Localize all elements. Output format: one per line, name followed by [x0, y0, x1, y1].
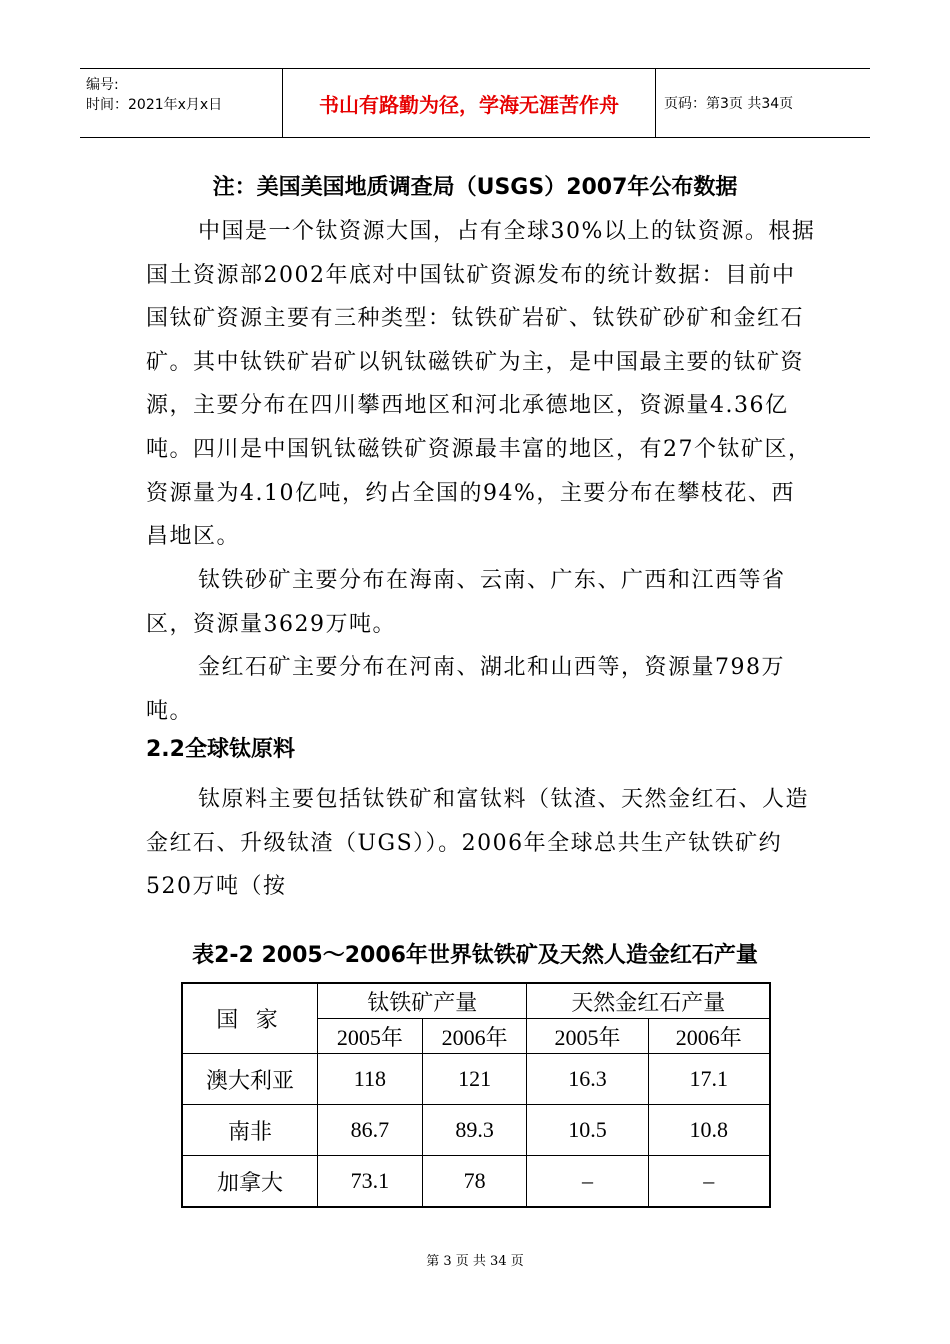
year-header: 2006年 [422, 1019, 527, 1054]
value-cell: 10.5 [527, 1105, 648, 1156]
production-table [181, 982, 771, 1208]
value-cell: 86.7 [318, 1105, 423, 1156]
table-row [182, 1054, 770, 1105]
paragraph-ti-resources: 中国是一个钛资源大国，占有全球30%以上的钛资源。根据国土资源部2002年底对中国钛矿资源发布的统计数据：目前中国钛矿资源主要有三种类型：钛铁矿岩矿、钛铁矿砂矿和金红石矿。其中钛铁矿岩矿以钒钛磁铁矿为主，是中国最主要的钛矿资源，主要分布在四川攀西地区和河北承德地区，资源量4.36亿吨。四川是中国钒钛磁铁矿资源最丰富的地区，有27个钛矿区，资源量为4.10亿吨，约占全国的94%，主要分布在攀枝花、西昌地区。 [146, 219, 816, 550]
value-cell: 10.8 [648, 1105, 770, 1156]
country-header: 国 家 [182, 983, 318, 1054]
header-page-info: 页码：第3页 共34页 [664, 96, 794, 112]
value-cell: – [648, 1156, 770, 1208]
header-motto: 书山有路勤为径，学海无涯苦作舟 [283, 69, 656, 137]
country-cell: 澳大利亚 [182, 1054, 318, 1105]
paragraph-ilmenite-sand: 钛铁砂矿主要分布在海南、云南、广东、广西和江西等省区，资源量3629万吨。 [146, 568, 786, 637]
year-header: 2005年 [318, 1019, 423, 1054]
value-cell: 17.1 [648, 1054, 770, 1105]
value-cell: – [527, 1156, 648, 1208]
table-row [182, 1156, 770, 1208]
value-cell: 121 [422, 1054, 527, 1105]
source-note: 注：美国美国地质调查局（USGS）2007年公布数据 [212, 175, 738, 200]
header-number: 编号: [86, 77, 119, 93]
page-footer: 第 3 页 共 34 页 [426, 1254, 524, 1269]
page-header [80, 68, 870, 138]
section-title: 2.2全球钛原料 [146, 737, 295, 762]
value-cell: 16.3 [527, 1054, 648, 1105]
ilmenite-header: 钛铁矿产量 [318, 983, 527, 1019]
country-cell: 南非 [182, 1105, 318, 1156]
value-cell: 118 [318, 1054, 423, 1105]
year-header: 2006年 [648, 1019, 770, 1054]
header-date: 时间：2021年x月x日 [86, 97, 223, 113]
paragraph-global-raw: 钛原料主要包括钛铁矿和富钛料（钛渣、天然金红石、人造金红石、升级钛渣（UGS））。2006年全球总共生产钛铁矿约520万吨（按 [146, 787, 810, 900]
paragraph-rutile: 金红石矿主要分布在河南、湖北和山西等，资源量798万吨。 [146, 655, 785, 724]
country-cell: 加拿大 [182, 1156, 318, 1208]
header-meta [80, 69, 283, 137]
year-header: 2005年 [527, 1019, 648, 1054]
value-cell: 73.1 [318, 1156, 423, 1208]
value-cell: 78 [422, 1156, 527, 1208]
rutile-header: 天然金红石产量 [527, 983, 770, 1019]
table-caption: 表2-2 2005～2006年世界钛铁矿及天然人造金红石产量 [192, 943, 758, 968]
table-row [182, 1105, 770, 1156]
value-cell: 89.3 [422, 1105, 527, 1156]
